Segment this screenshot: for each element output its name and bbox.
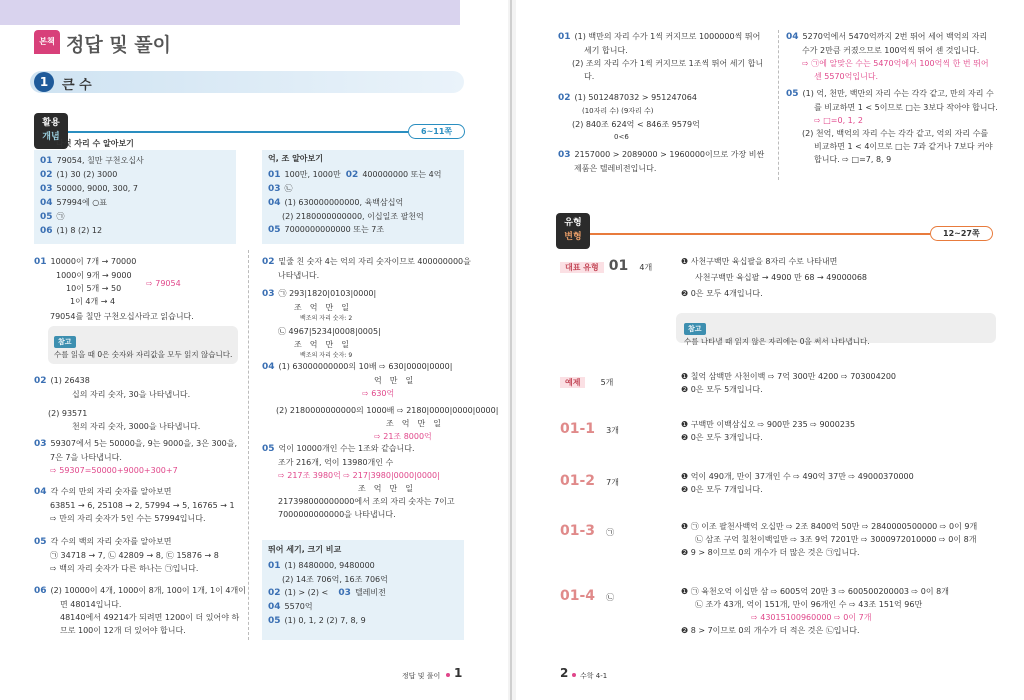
problem-01-3-steps: ❶ ㉠ 이조 팔천사백억 오십만 ⇨ 2조 8400억 50만 ⇨ 2840000500000 ⇨ 0이 9개 ㉡ 삼조 구억 칠천이백일만 ⇨ 3조 9억 7201만 ⇨ 3000972010000 ⇨ 0이 8개 ❷ 9 > 8이므로 0의 개수가 더 많은 것은 ㉠입니다.: [681, 522, 978, 557]
solution-05: 05 각 수의 백의 자리 숫자를 알아보면 ㉠ 34718 → 7, ㉡ 42809 → 8, ㉢ 15876 → 8 ⇨ 백의 자리 숫자가 다른 하나는 ㉠입니다.: [34, 537, 219, 573]
example-tag: 예제: [560, 377, 585, 388]
problem-01-3: [560, 520, 614, 539]
badge-bottom: 개념: [42, 132, 60, 142]
problem-01-1: [560, 418, 619, 437]
solution-04: 04 각 수의 만의 자리 숫자를 알아보면 63851 → 6, 25108 → 2, 57994 → 5, 16765 → 1 ⇨ 만의 자리 숫자가 5인 수는 57994입니다.: [34, 487, 235, 523]
box-five-digit: [34, 139, 236, 244]
badge-top: 활용: [42, 118, 60, 128]
footer-page-number-right: 2: [560, 666, 569, 680]
box3-list: 01 (1) 8480000, 9480000 (2) 14조 706억, 16조 706억 02 (1) > (2) < 03 텔레비전 04 5570억 05 (1) 0, 1, 2 (2) 7, 8, 9: [268, 561, 388, 626]
rsolution-05: 05 억이 10000개인 수는 1조와 같습니다. 조가 216개, 억이 13980개인 수 ⇨ 217조 3980억 ⇨ 217|3980|0000|0000| 조억만일 217398000000000에서 조의 자리 숫자는 7이고 7000000000000을 나타냅니다.: [262, 444, 455, 519]
column-divider: [248, 250, 249, 640]
problem-01-2-steps: ❶ 억이 490개, 만이 37개인 수 ⇨ 490억 37만 ⇨ 49000370000 ❷ 0은 모두 7개입니다.: [681, 472, 914, 494]
problem-01-1-number: 01-1: [560, 421, 596, 437]
rep-type-note: 참고 수를 나타낼 때 읽지 않은 자리에는 0을 써서 나타냅니다.: [676, 313, 996, 343]
rep-type-number: 01: [608, 258, 629, 274]
example-steps: ❶ 칠억 삼백만 사천이백 ⇨ 7억 300만 4200 ⇨ 703004200 ❷ 0은 모두 5개입니다.: [681, 372, 896, 394]
box1-list: 01 79054, 칠만 구천오십사 02 (1) 30 (2) 3000 03 50000, 9000, 300, 7 04 57994에 ○표 05 ㉠ 06 (1) 8 (2) 12: [40, 156, 144, 236]
header-band: [0, 0, 460, 25]
box3-title: 뛰어 세기, 크기 비교: [268, 545, 342, 554]
rep-type-note-tag: 참고: [684, 323, 706, 335]
rsolution-03: 03 ㉠ 293|1820|0103|0000| 조억만일 백조의 자리 숫자: 2 ㉡ 4967|5234|0008|0005| 조억만일 백조의 자리 숫자: 9: [262, 289, 381, 359]
representative-type: [560, 255, 652, 274]
footer-page-number: 1: [454, 666, 463, 680]
top-left-column: 01 (1) 백만의 자리 수가 1씩 커지므로 1000000씩 뛰어 세기 합니다. (2) 조의 자리 수가 1씩 커지므로 1조씩 뛰어 세기 합니 다. 02 (1) 5012487032 > 951247064 (10자리 수) (9자리 수) (2) 840조 624억 < 846조 9579억 0<6 03 2157000 > 2089000 > 1960000이므로 가장 비싼 제품은 텔레비전입니다.: [558, 32, 765, 173]
type-badge-top: 유형: [564, 218, 582, 228]
problem-01-4-steps: ❶ ㉠ 육천오억 이십만 삼 ⇨ 6005억 20만 3 ⇨ 600500200003 ⇨ 0이 8개 ㉡ 조가 43개, 억이 151개, 만이 96개인 수 ⇨ 43조 151억 96만 ⇨ 43015100960000 ⇨ 0이 7개 ❷ 8 > 7이므로 0의 개수가 더 적은 것은 ㉡입니다.: [681, 587, 949, 635]
example-block: [560, 370, 613, 389]
rep-type-answer: 4개: [639, 263, 653, 272]
problem-01-4-answer: ㉡: [606, 593, 615, 602]
box2-list: 01 100만, 1000만 02 400000000 또는 4억 03 ㉡ 04 (1) 630000000000, 육백삼십억 (2) 2180000000000, 이십일조 팔천억 05 7000000000000 또는 7조: [268, 170, 442, 235]
footer-label: 정답 및 풀이: [402, 672, 441, 680]
solution-06: 06 (2) 10000이 4개, 1000이 8개, 100이 1개, 1이 4개이 면 48014입니다. 48140에서 49214가 되려면 1200이 더 있어야 하 므로 100이 12개 더 있어야 합니다.: [34, 586, 246, 635]
footer-dot: [446, 673, 450, 677]
footer-label-right: 수학 4-1: [580, 672, 608, 680]
rsolution-02: 02 밑줄 친 숫자 4는 억의 자리 숫자이므로 400000000을 나타냅니다.: [262, 257, 471, 280]
box1-title: 다섯 자리 수 알아보기: [56, 139, 134, 148]
example-answer: 5개: [600, 378, 614, 387]
box2-title: 억, 조 알아보기: [268, 154, 323, 163]
section-title: 큰 수: [62, 78, 92, 93]
page-title: 정답 및 풀이: [66, 34, 171, 56]
problem-01-1-answer: 3개: [606, 426, 619, 435]
problem-01-4: [560, 585, 614, 604]
rsolution-04: 04 (1) 63000000000의 10배 ⇨ 630|0000|0000| 억만일 ⇨ 630억 (2) 2180000000000의 1000배 ⇨ 2180|0000|0000|0000| 조억만일 ⇨ 21조 8000억: [262, 362, 499, 441]
problem-01-2-number: 01-2: [560, 473, 596, 489]
rep-type-tag: 대표 유형: [560, 262, 604, 273]
footer-dot-right: [572, 673, 576, 677]
problem-01-2: [560, 470, 619, 489]
right-page: [516, 0, 1024, 700]
top-right-column: 04 5270억에서 5470억까지 2번 뛰어 세어 백억의 자리 수가 2만큼 커졌으므로 100억씩 뛰어 센 것입니다. ⇨ ㉠에 알맞은 수는 5470억에서 100억씩 한 번 뛰어 센 5570억입니다. 05 (1) 억, 천만, 백만의 자리 수는 각각 같고, 만의 자리 수 를 비교하면 1 < 5이므로 □는 3보다 작아야 합니다. ⇨ □=0, 1, 2 (2) 천억, 백억의 자리 수는 각각 같고, 억의 자리 수를 비교하면 1 < 4이므로 □는 7과 같거나 7보다 커야 합니다. ⇨ □=7, 8, 9: [786, 32, 998, 164]
range-line: [68, 131, 408, 133]
type-badge-bottom: 변형: [564, 232, 582, 242]
section-number: 1: [34, 72, 54, 92]
problem-01-3-number: 01-3: [560, 523, 596, 539]
type-badge: [556, 213, 590, 249]
solution-01: 01 10000이 7개 → 70000 1000이 9개 → 9000 10이 5개 → 50 1이 4개 → 4 ⇨ 79054 79054를 칠만 구천오십사라고 읽습니다. 참고 수를 읽을 때 0은 숫자와 자리값을 모두 읽지 않습니다.: [34, 255, 244, 364]
note-tag: 참고: [54, 336, 76, 348]
type-page-range: 12~27쪽: [930, 226, 993, 241]
section-bar: [30, 71, 464, 93]
left-page: [0, 0, 508, 700]
problem-01-4-number: 01-4: [560, 588, 596, 604]
problem-01-2-answer: 7개: [606, 478, 619, 487]
solution-02: 02 (1) 26438 십의 자리 숫자, 30을 나타냅니다. (2) 93571 천의 자리 숫자, 3000을 나타냅니다.: [34, 376, 201, 431]
box-skip-compare: [262, 540, 464, 640]
problem-01-1-steps: ❶ 구백만 이백삼십오 ⇨ 900만 235 ⇨ 9000235 ❷ 0은 모두 3개입니다.: [681, 420, 856, 442]
rep-type-steps: ❶ 사천구백만 육십팔을 8자리 수로 나타내면 사천구백만 육십팔 → 4900 만 68 → 49000068 ❷ 0은 모두 4개입니다.: [681, 257, 868, 298]
type-range-line: [590, 233, 930, 235]
note-box-1: 참고 수를 읽을 때 0은 숫자와 자리값을 모두 읽지 않습니다.: [48, 326, 238, 364]
page-separator: [510, 0, 512, 700]
header-tag: 본책: [34, 30, 60, 54]
page-range-pill: 6~11쪽: [408, 124, 465, 139]
solution-03: 03 59307에서 5는 50000을, 9는 9000을, 3은 300을, 7은 7을 나타냅니다. ⇨ 59307=50000+9000+300+7: [34, 439, 238, 475]
sol01-result: ⇨ 79054: [146, 279, 181, 288]
problem-01-3-answer: ㉠: [606, 528, 615, 537]
top-column-divider: [778, 30, 779, 180]
box-eok-jo: [262, 150, 464, 244]
